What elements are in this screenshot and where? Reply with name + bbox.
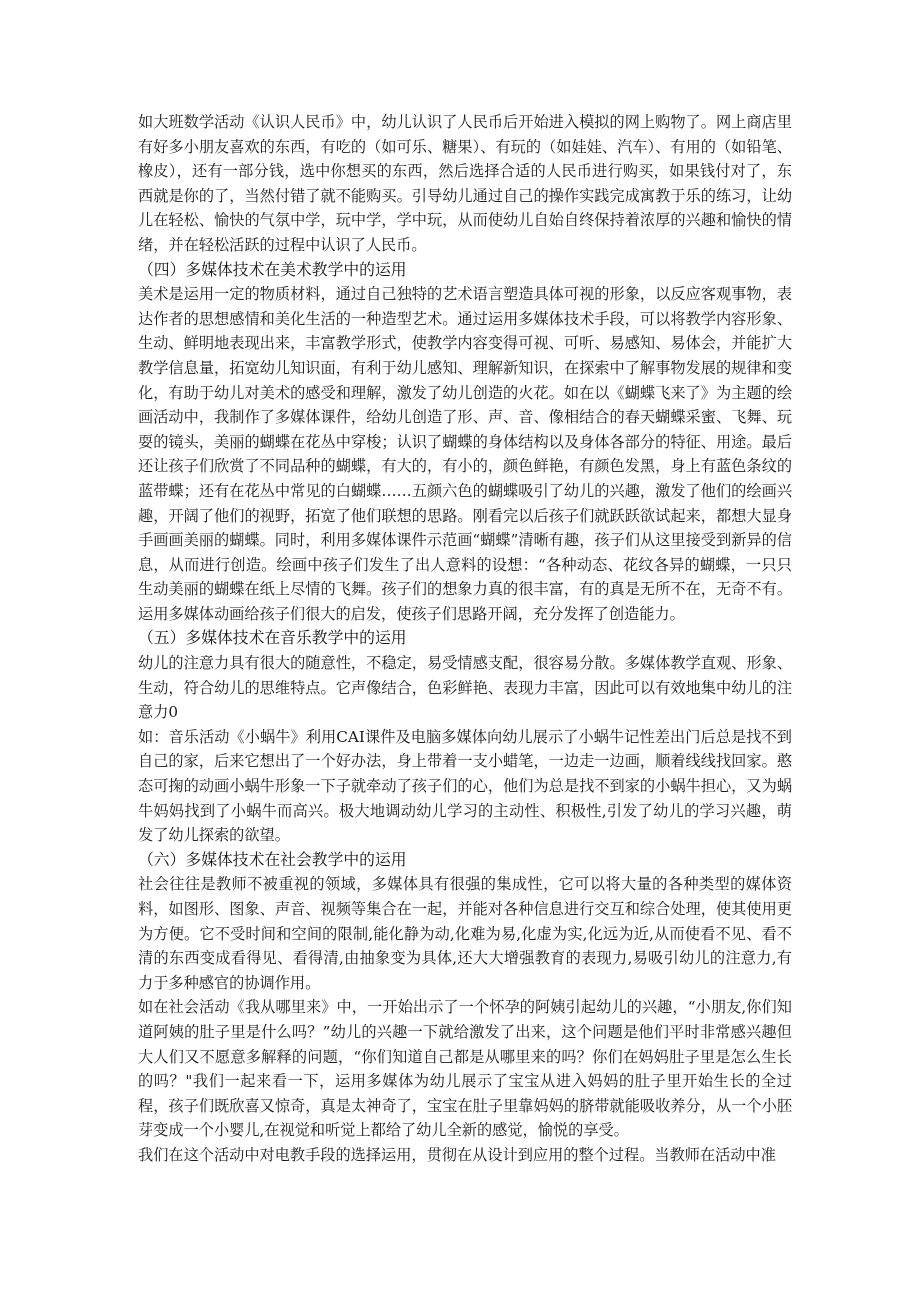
heading-music-section: （五）多媒体技术在音乐教学中的运用 [138, 628, 407, 648]
paragraph-music-intro: 幼儿的注意力具有很大的随意性，不稳定，易受情感支配，很容易分散。多媒体教学直观、形象、生动，符合幼儿的思维特点。它声像结合，色彩鲜艳、表现力丰富，因此可以有效地集中幼儿的注意力0 [138, 654, 792, 722]
paragraph-social-intro: 社会往往是教师不被重视的领域，多媒体具有很强的集成性，它可以将大量的各种类型的媒体资料，如图形、图象、声音、视频等集合在一起，并能对各种信息进行交互和综合处理，使其使用更为方便。它不受时间和空间的限制,能化静为动,化难为易,化虚为实,化远为近,从而使看不见、看不清的东西变成看得见、看得清,由抽象变为具体,还大大增强教育的表现力,易吸引幼儿的注意力,有力于多种感官的协调作用。 [138, 875, 792, 992]
paragraph-closing: 我们在这个活动中对电教手段的选择运用，贯彻在从设计到应用的整个过程。当教师在活动中准 [138, 1145, 776, 1164]
heading-social-section: （六）多媒体技术在社会教学中的运用 [138, 849, 407, 869]
paragraph-social-example: 如在社会活动《我从哪里来》中，一开始出示了一个怀孕的阿姨引起幼儿的兴趣，“小朋友,你们知道阿姨的肚子里是什么吗？”幼儿的兴趣一下就给激发了出来，这个问题是他们平时非常感兴趣但大人们又不愿意多解释的问题，“你们知道自己都是从哪里来的吗？你们在妈妈肚子里是怎么生长的吗？"我们一起来看一下，运用多媒体为幼儿展示了宝宝从进入妈妈的肚子里开始生长的全过程，孩子们既欣喜又惊奇，真是太神奇了，宝宝在肚子里靠妈妈的脐带就能吸收养分，从一个小胚芽变成一个小婴儿,在视觉和听觉上都给了幼儿全新的感觉，愉悦的享受。 [138, 998, 792, 1140]
paragraph-art: 美术是运用一定的物质材料，通过自己独特的艺术语言塑造具体可视的形象，以反应客观事物，表达作者的思想感情和美化生活的一种造型艺术。通过运用多媒体技术手段，可以将教学内容形象、生动、鲜明地表现出来，丰富教学形式，使教学内容变得可视、可听、易感知、易体会，并能扩大教学信息量，拓宽幼儿知识面，有利于幼儿感知、理解新知识，在探索中了解事物发展的规律和变化，有助于幼儿对美术的感受和理解，激发了幼儿创造的火花。如在以《蝴蝶飞来了》为主题的绘画活动中，我制作了多媒体课件，给幼儿创造了形、声、音、像相结合的春天蝴蝶采蜜、飞舞、玩耍的镜头，美丽的蝴蝶在花丛中穿梭；认识了蝴蝶的身体结构以及身体各部分的特征、用途。最后还让孩子们欣赏了不同品种的蝴蝶，有大的，有小的，颜色鲜艳，有颜色发黑，身上有蓝色条纹的蓝带蝶；还有在花丛中常见的白蝴蝶……五颜六色的蝴蝶吸引了幼儿的兴趣，激发了他们的绘画兴趣，开阔了他们的视野，拓宽了他们联想的思路。刚看完以后孩子们就跃跃欲试起来，都想大显身手画画美丽的蝴蝶。同时，利用多媒体课件示范画“蝴蝶”清晰有趣，孩子们从这里接受到新异的信息，从而进行创造。绘画中孩子们发生了出人意料的设想：“各种动态、花纹各异的蝴蝶，一只只生动美丽的蝴蝶在纸上尽情的飞舞。孩子们的想象力真的很丰富，有的真是无所不在，无奇不有。运用多媒体动画给孩子们很大的启发，使孩子们思路开阔，充分发挥了创造能力。 [138, 285, 792, 623]
paragraph-music-example: 如：音乐活动《小蜗牛》利用CAI课件及电脑多媒体向幼儿展示了小蜗牛记性差出门后总是找不到自己的家，后来它想出了一个好办法，身上带着一支小蜡笔，一边走一边画，顺着线线找回家。憨态可掬的动画小蜗牛形象一下子就牵动了孩子们的心，他们为总是找不到家的小蜗牛担心，又为蜗牛妈妈找到了小蜗牛而高兴。极大地调动幼儿学习的主动性、积极性,引发了幼儿的学习兴趣，萌发了幼儿探索的欲望。 [138, 727, 792, 845]
paragraph-math-activity: 如大班数学活动《认识人民币》中，幼儿认识了人民币后开始进入模拟的网上购物了。网上商店里有好多小朋友喜欢的东西，有吃的（如可乐、糖果）、有玩的（如娃娃、汽车）、有用的（如铅笔、橡皮），还有一部分钱，选中你想买的东西，然后选择合适的人民币进行购买，如果钱付对了，东西就是你的了，当然付错了就不能购买。引导幼儿通过自己的操作实践完成寓教于乐的练习，让幼儿在轻松、愉快的气氛中学，玩中学，学中玩，从而使幼儿自始自终保持着浓厚的兴趣和愉快的情绪，并在轻松活跃的过程中认识了人民币。 [138, 113, 792, 254]
heading-art-section: （四）多媒体技术在美术教学中的运用 [138, 259, 407, 279]
document-page [138, 110, 792, 1168]
